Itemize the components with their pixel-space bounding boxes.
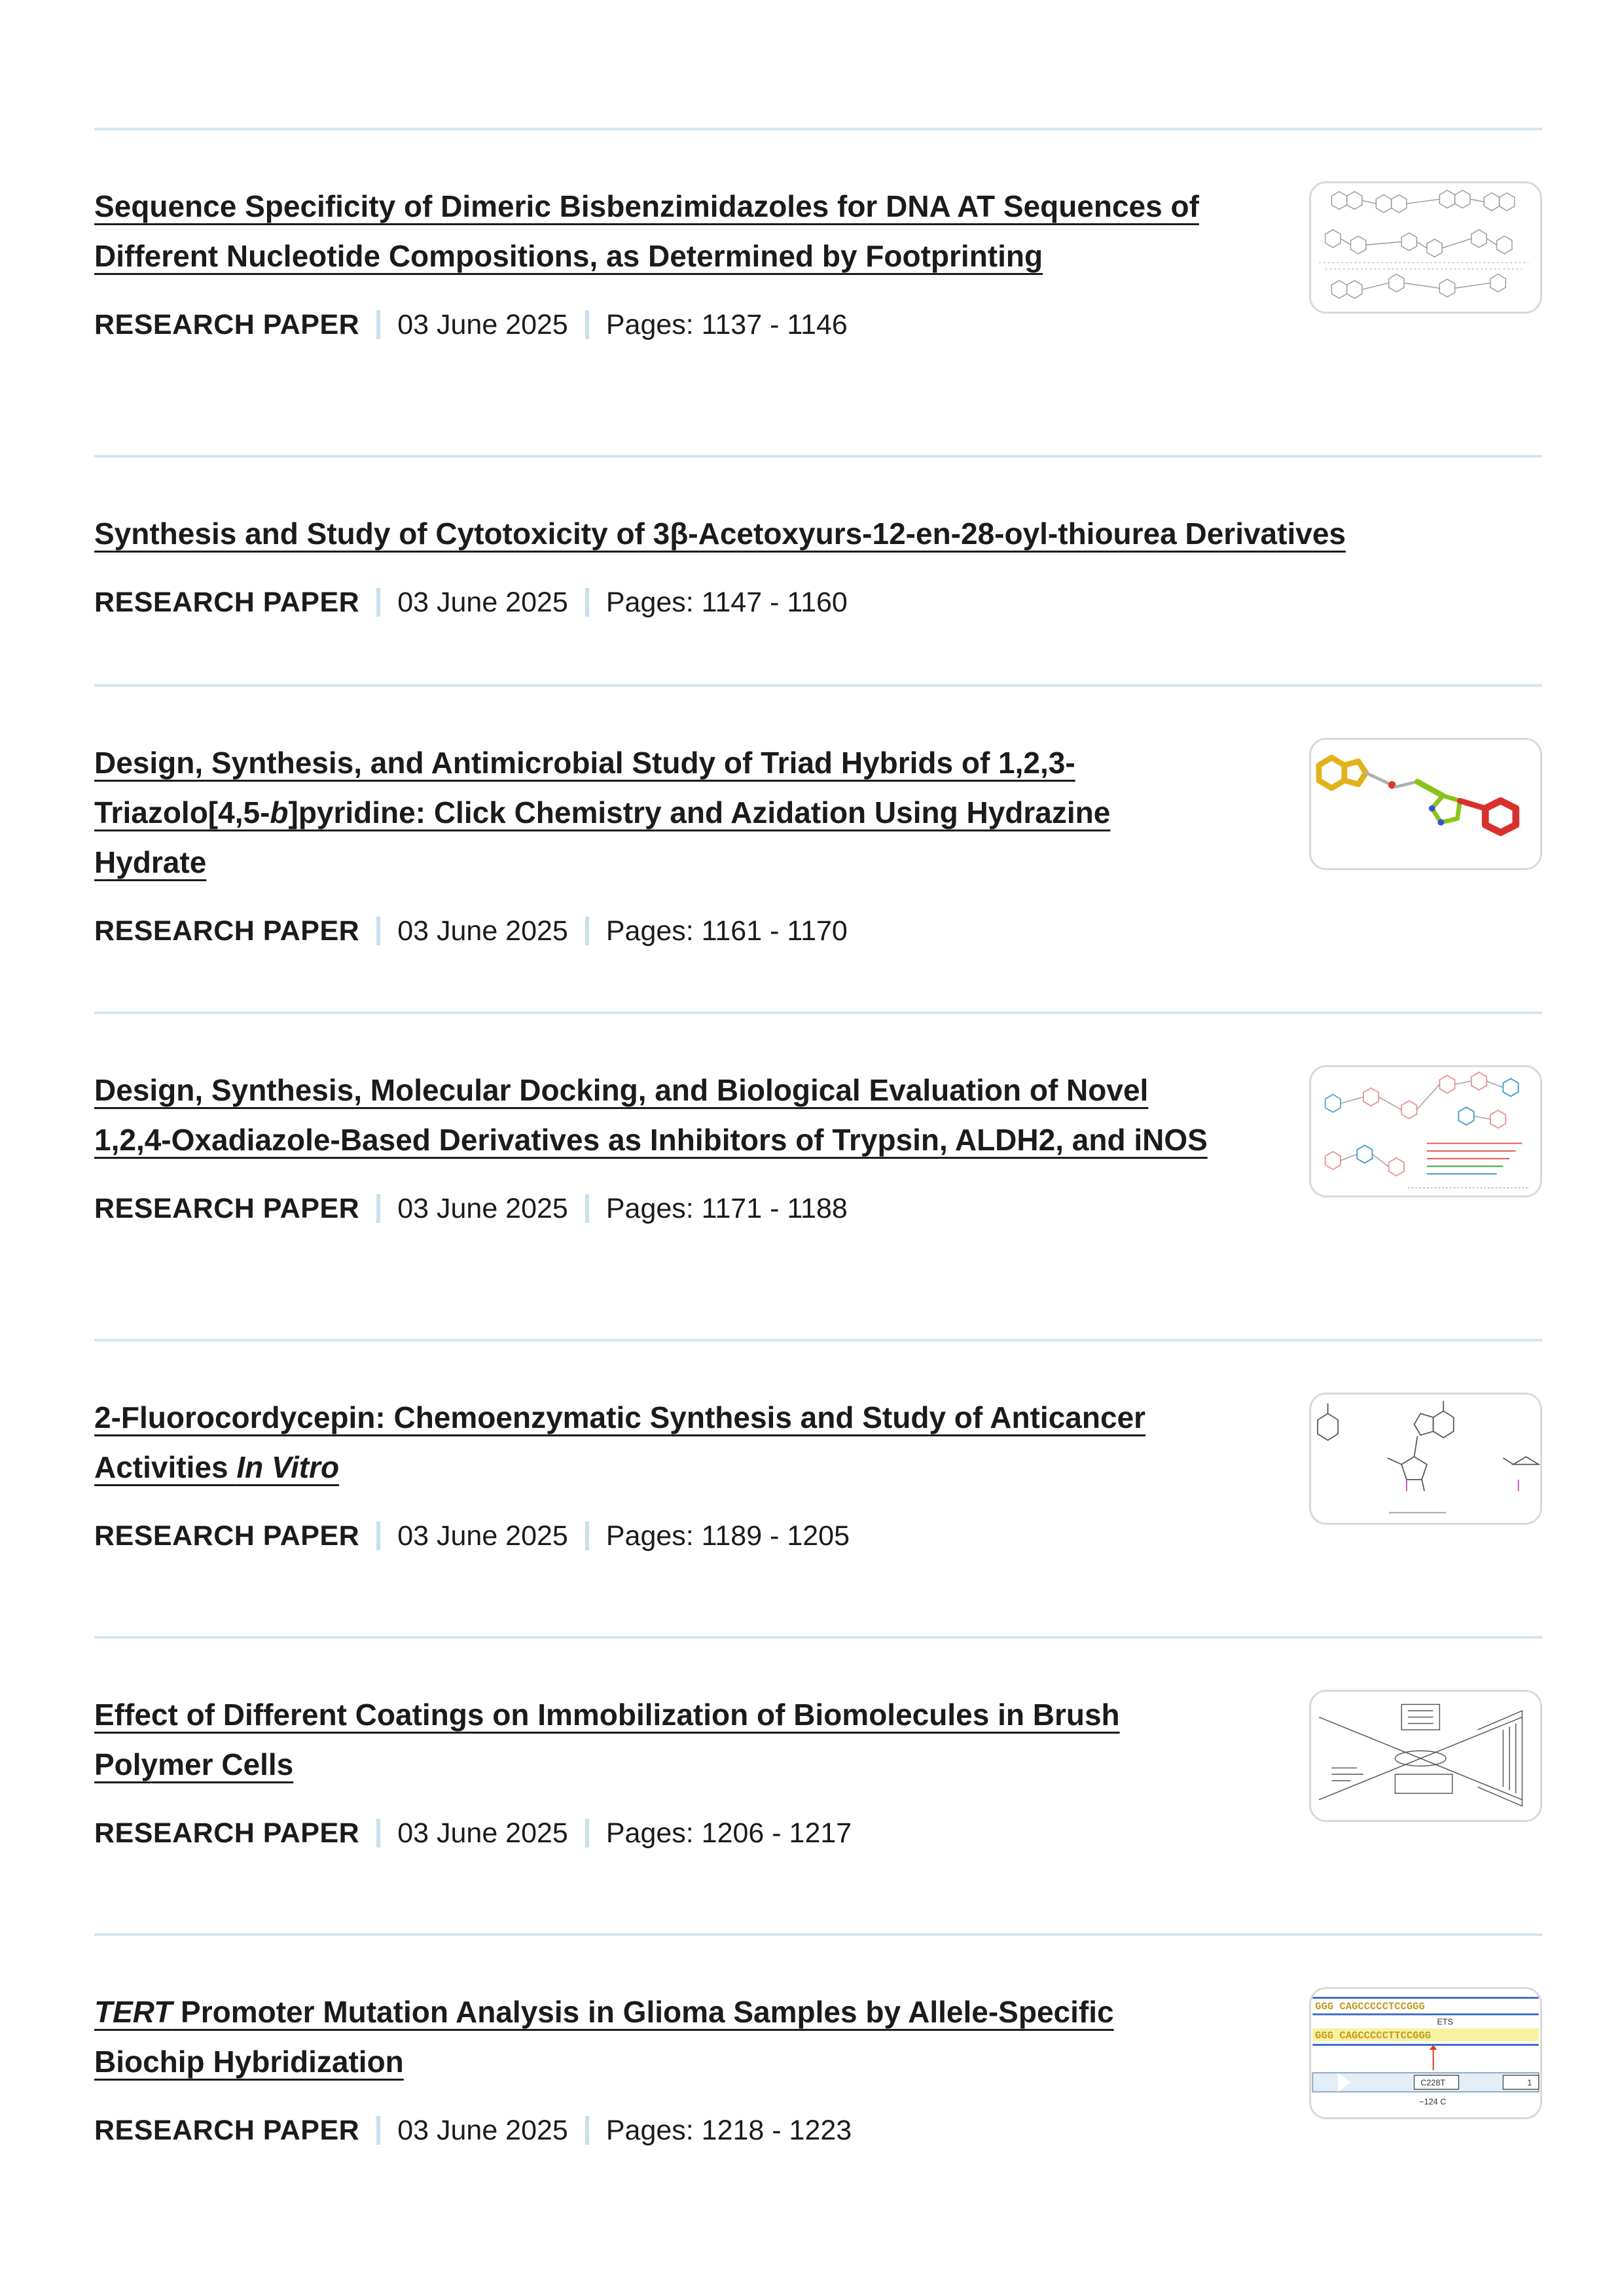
article-date: 03 June 2025 [397,1817,568,1849]
article-item [94,1639,1542,1933]
meta-separator [376,1522,380,1550]
article-title-link[interactable]: Effect of Different Coatings on Immobilization of Biomolecules in Brush Polymer Cells [94,1698,1120,1781]
article-title-link[interactable]: Design, Synthesis, and Antimicrobial Study of Triad Hybrids of 1,2,3-Triazolo[4,5-b]pyridine: Click Chemistry and Azidation Using Hydrazine Hydrate [94,746,1111,879]
diagram-image [1311,1692,1540,1820]
sequence-image [1311,1989,1540,2117]
article-item [94,130,1542,455]
article-item [94,1014,1542,1339]
diagram-thumbnail[interactable] [1309,1690,1542,1822]
nucleoside-image [1311,1394,1540,1523]
article-type: RESEARCH PAPER [94,309,360,340]
sequence-thumbnail[interactable] [1309,1987,1542,2119]
article-type: RESEARCH PAPER [94,1193,360,1224]
article-title-link[interactable]: TERT Promoter Mutation Analysis in Glioma Samples by Allele-Specific Biochip Hybridization [94,1995,1114,2079]
exon-label: 1 [1527,2078,1532,2088]
article-type: RESEARCH PAPER [94,915,360,947]
article-title-wrap [94,1065,1220,1165]
meta-separator [376,588,380,617]
article-pages: Pages: 1206 - 1217 [605,1817,852,1849]
article-type: RESEARCH PAPER [94,1520,360,1552]
article-date: 03 June 2025 [397,1193,568,1224]
article-meta [94,915,1542,947]
article-title-wrap [94,509,1542,558]
meta-separator [585,588,589,617]
meta-separator [585,2116,589,2145]
article-item [94,687,1542,1011]
meta-separator [376,917,380,945]
article-pages: Pages: 1189 - 1205 [605,1520,850,1552]
nucleoside-thumbnail[interactable] [1309,1393,1542,1525]
article-pages: Pages: 1218 - 1223 [605,2115,852,2146]
article-list [94,128,1542,2211]
scheme-image [1311,1067,1540,1195]
article-title-wrap [94,1987,1220,2086]
article-pages: Pages: 1137 - 1146 [605,309,848,340]
article-type: RESEARCH PAPER [94,1817,360,1849]
meta-separator [585,1819,589,1848]
meta-separator [585,1194,589,1223]
meta-separator [376,1194,380,1223]
meta-separator [585,1522,589,1550]
meta-separator [376,2116,380,2145]
position-label: −124 C [1419,2097,1447,2107]
article-pages: Pages: 1171 - 1188 [605,1193,848,1224]
ets-label: ETS [1437,2017,1453,2027]
chemical-structures-thumbnail[interactable] [1309,181,1542,314]
meta-separator [376,310,380,339]
molecule-image [1311,740,1540,868]
molecule-thumbnail[interactable] [1309,738,1542,870]
article-date: 03 June 2025 [397,1520,568,1552]
article-title-wrap [94,1690,1220,1789]
article-pages: Pages: 1161 - 1170 [605,915,848,947]
article-title-link[interactable]: Synthesis and Study of Cytotoxicity of 3β-Acetoxyurs-12-en-28-oyl-thiourea Derivatives [94,517,1346,551]
article-item [94,1936,1542,2211]
article-title-wrap [94,738,1220,887]
article-type: RESEARCH PAPER [94,587,360,618]
scheme-thumbnail[interactable] [1309,1065,1542,1197]
mutation-label: C228T [1420,2078,1446,2088]
article-title-wrap [94,181,1220,281]
article-title-wrap [94,1393,1220,1492]
meta-separator [585,917,589,945]
article-title-link[interactable]: 2-Fluorocordycepin: Chemoenzymatic Synthesis and Study of Anticancer Activities In Vitro [94,1400,1146,1484]
sequence-text: GGG CAGCCCCCTCCGGG [1315,2001,1425,2013]
article-item [94,458,1542,684]
meta-separator [376,1819,380,1848]
chemical-structures-image [1311,183,1540,312]
meta-separator [585,310,589,339]
article-item [94,1341,1542,1636]
sequence-text: GGG CAGCCCCCTTCCGGG [1315,2030,1432,2042]
article-meta [94,586,1542,619]
article-pages: Pages: 1147 - 1160 [605,587,848,618]
article-date: 03 June 2025 [397,587,568,618]
article-title-link[interactable]: Design, Synthesis, Molecular Docking, and Biological Evaluation of Novel 1,2,4-Oxadiazole-Based Derivatives as Inhibitors of Trypsin, ALDH2, and iNOS [94,1073,1208,1157]
article-date: 03 June 2025 [397,309,568,340]
article-type: RESEARCH PAPER [94,2115,360,2146]
article-date: 03 June 2025 [397,2115,568,2146]
article-date: 03 June 2025 [397,915,568,947]
article-title-link[interactable]: Sequence Specificity of Dimeric Bisbenzimidazoles for DNA AT Sequences of Different Nucleotide Compositions, as Determined by Footprinting [94,189,1199,273]
